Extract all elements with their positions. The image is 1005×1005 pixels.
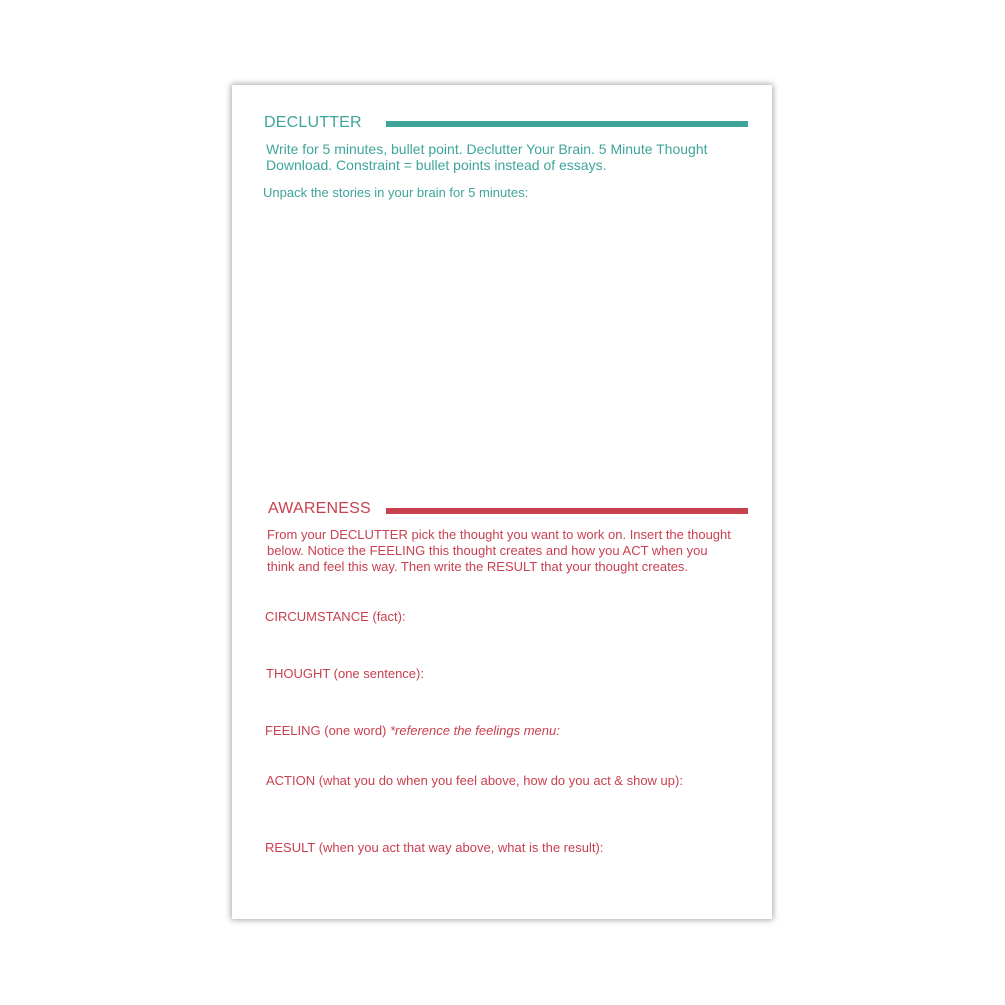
- awareness-description: From your DECLUTTER pick the thought you want to work on. Insert the thought below. Notice the FEELING this thought creates and how you ACT when you think and feel this way. Then write the RESULT that your thought creates.: [267, 527, 731, 574]
- declutter-divider: [386, 121, 748, 127]
- awareness-divider: [386, 508, 748, 514]
- action-label: ACTION (what you do when you feel above, how do you act & show up):: [266, 773, 683, 788]
- feeling-text: FEELING (one word): [265, 723, 387, 738]
- declutter-prompt: Unpack the stories in your brain for 5 minutes:: [263, 185, 529, 200]
- declutter-description: Write for 5 minutes, bullet point. Declutter Your Brain. 5 Minute Thought Download. Constraint = bullet points instead of essays.: [266, 141, 708, 173]
- thought-label: THOUGHT (one sentence):: [266, 666, 424, 681]
- awareness-title: AWARENESS: [268, 500, 371, 517]
- declutter-title: DECLUTTER: [264, 114, 362, 131]
- worksheet-page: [232, 85, 772, 919]
- feeling-label: [265, 723, 560, 739]
- feeling-note: *reference the feelings menu:: [390, 723, 560, 738]
- result-label: RESULT (when you act that way above, what is the result):: [265, 840, 604, 855]
- circumstance-label: CIRCUMSTANCE (fact):: [265, 609, 406, 624]
